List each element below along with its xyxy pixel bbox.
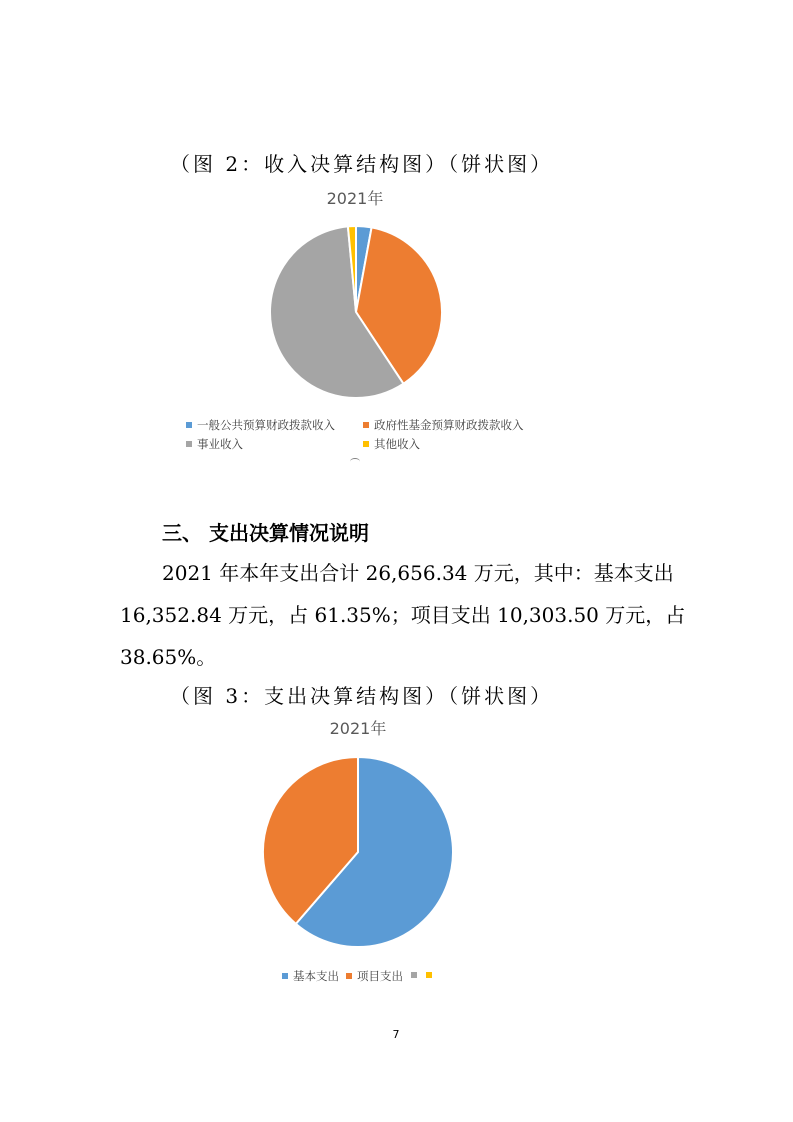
legend-swatch [282, 973, 288, 979]
legend-item [346, 968, 403, 984]
page-number: 7 [392, 1028, 400, 1041]
figure2-chart-title: 2021年 [326, 189, 384, 208]
section-heading: 三、 支出决算情况说明 [162, 521, 369, 545]
legend-swatch [411, 972, 417, 978]
legend-label: 项目支出 [357, 969, 403, 983]
legend-item [411, 968, 422, 982]
legend-label: 基本支出 [293, 969, 339, 983]
paragraph-line: 38.65%。 [120, 645, 217, 669]
legend-label: 一般公共预算财政拨款收入 [197, 418, 335, 432]
legend-swatch [346, 973, 352, 979]
figure3-caption: （图 3：支出决算结构图）（饼状图） [170, 684, 554, 708]
paragraph-line: 2021 年本年支出合计 26,656.34 万元，其中：基本支出 [162, 561, 674, 585]
paragraph-line: 16,352.84 万元，占 61.35%；项目支出 10,303.50 万元，占 [120, 603, 686, 627]
legend-label: 政府性基金预算财政拨款收入 [374, 418, 524, 432]
legend-item [426, 968, 437, 982]
legend-label: 其他收入 [374, 437, 420, 451]
legend-swatch [426, 972, 432, 978]
figure3-chart-title: 2021年 [329, 719, 387, 738]
legend-label: 事业收入 [197, 437, 243, 451]
figure2-caption: （图 2：收入决算结构图）（饼状图） [170, 152, 554, 176]
legend-item [282, 968, 339, 984]
